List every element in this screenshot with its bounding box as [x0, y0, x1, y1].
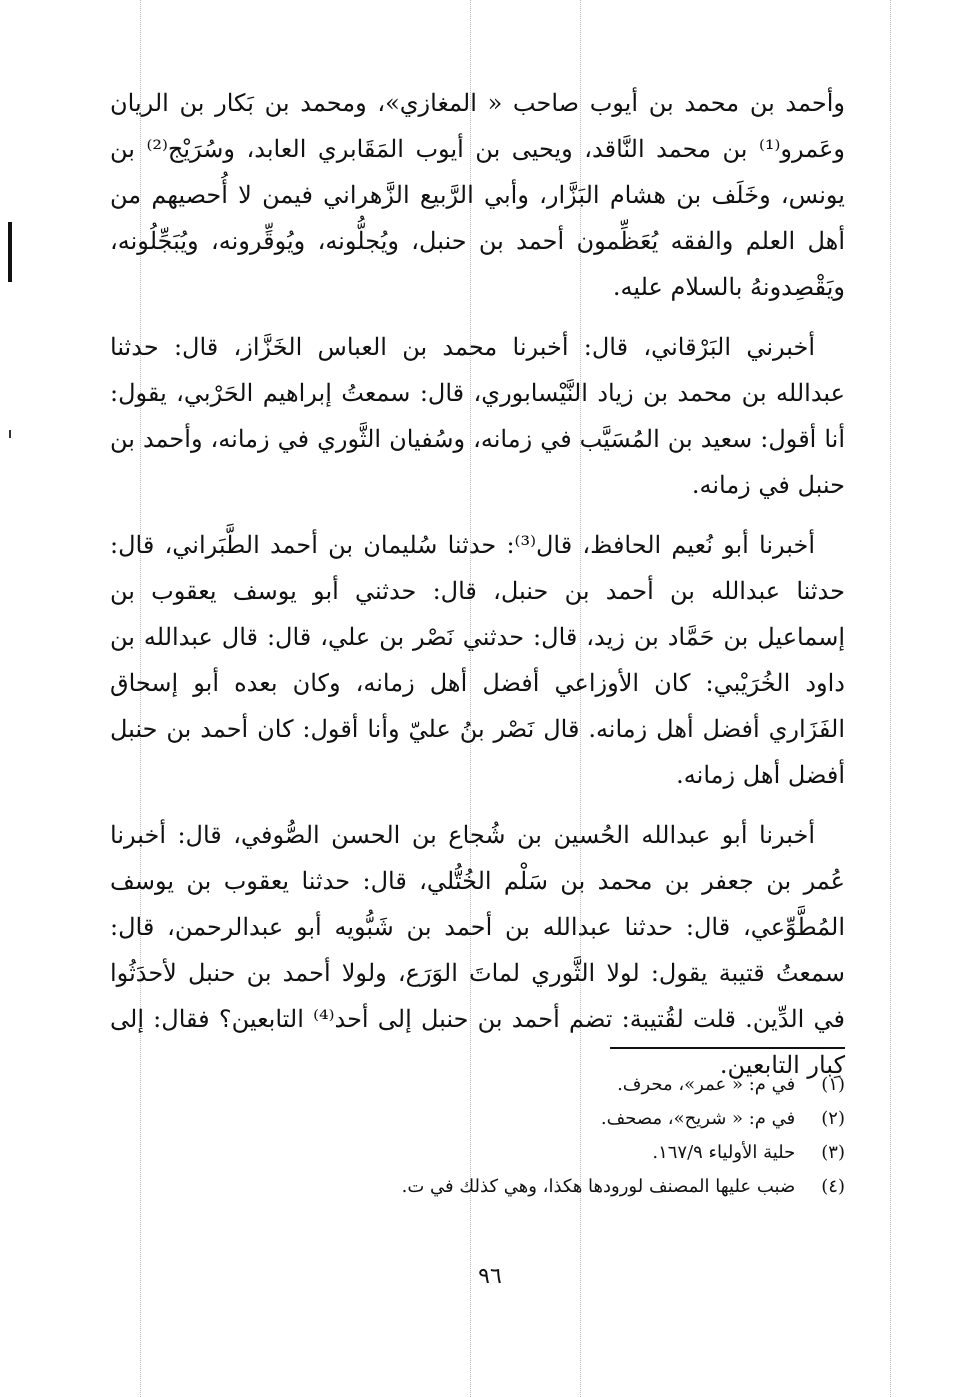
footnote-number: (٣)	[821, 1142, 845, 1163]
footnote-text: في م: « شريح»، مصحف.	[600, 1108, 796, 1129]
footnote-separator	[610, 1047, 845, 1049]
scan-margin-tick	[9, 430, 11, 438]
page-number: ٩٦	[478, 1264, 502, 1289]
footnote-2	[300, 1102, 845, 1136]
footnotes	[300, 1068, 845, 1204]
footnote-4	[300, 1170, 845, 1204]
footnote-text: في م: « عمر»، محرف.	[617, 1074, 796, 1095]
paragraph-1: وأحمد بن محمد بن أيوب صاحب « المغازي»، ومحمد بن بَكار بن الريان وعَمرو⁽¹⁾ بن محمد النَّاقد، ويحيى بن أيوب المَقَابري العابد، وسُرَيْج⁽²⁾ بن يونس، وخَلَف بن هشام البَزَّار، وأبي الرَّبيع الزَّهراني فيمن لا أُحصيهم من أهل العلم والفقه يُعَظِّمون أحمد بن حنبل، ويُجلُّونه، ويُوقِّرونه، ويُبَجِّلُونه، ويَقْصِدونهُ بالسلام عليه.	[110, 89, 845, 301]
scan-guide-line	[890, 0, 891, 1397]
paragraph-3: أخبرنا أبو نُعيم الحافظ، قال⁽³⁾: حدثنا سُليمان بن أحمد الطَّبَراني، قال: حدثنا عبدالله بن أحمد بن حنبل، قال: حدثني أبو يوسف يعقوب بن إسماعيل بن حَمَّاد بن زيد، قال: حدثني نَصْر بن علي، قال: قال عبدالله بن داود الخُرَيْبي: كان الأوزاعي أفضل أهل زمانه، وكان بعده أبو إسحاق الفَزَاري أفضل أهل زمانه. قال نَصْر بنُ عليّ وأنا أقول: كان أحمد بن حنبل أفضل أهل زمانه.	[110, 531, 845, 789]
footnote-text: ضبب عليها المصنف لورودها هكذا، وهي كذلك في ت.	[401, 1176, 796, 1197]
footnote-1	[300, 1068, 845, 1102]
footnote-3	[300, 1136, 845, 1170]
footnote-number: (٢)	[821, 1108, 845, 1129]
footnote-number: (٤)	[821, 1176, 845, 1197]
main-text	[110, 80, 845, 1102]
scan-margin-mark	[8, 222, 12, 282]
footnote-number: (١)	[821, 1074, 845, 1095]
footnote-text: حلية الأولياء ١٦٧/٩.	[652, 1142, 796, 1163]
paragraph-2: أخبرني البَرْقاني، قال: أخبرنا محمد بن العباس الخَزَّاز، قال: حدثنا عبدالله بن محمد بن زياد النَّيْسابوري، قال: سمعتُ إبراهيم الحَرْبي، يقول: أنا أقول: سعيد بن المُسَيَّب في زمانه، وسُفيان الثَّوري في زمانه، وأحمد بن حنبل في زمانه.	[110, 333, 845, 499]
paragraph-4: أخبرنا أبو عبدالله الحُسين بن شُجاع بن الحسن الصُّوفي، قال: أخبرنا عُمر بن جعفر بن محمد بن سَلْم الخُتُّلي، قال: حدثنا يعقوب بن يوسف المُطَّوِّعي، قال: حدثنا عبدالله بن أحمد بن شَبُّويه أبو عبدالرحمن، قال: سمعتُ قتيبة يقول: لولا الثَّوري لماتَ الوَرَع، ولولا أحمد بن حنبل لأحدَثُوا في الدِّين. قلت لقُتيبة: تضم أحمد بن حنبل إلى أحد⁽⁴⁾ التابعين؟ فقال: إلى كِبار التابعين.	[110, 821, 845, 1079]
